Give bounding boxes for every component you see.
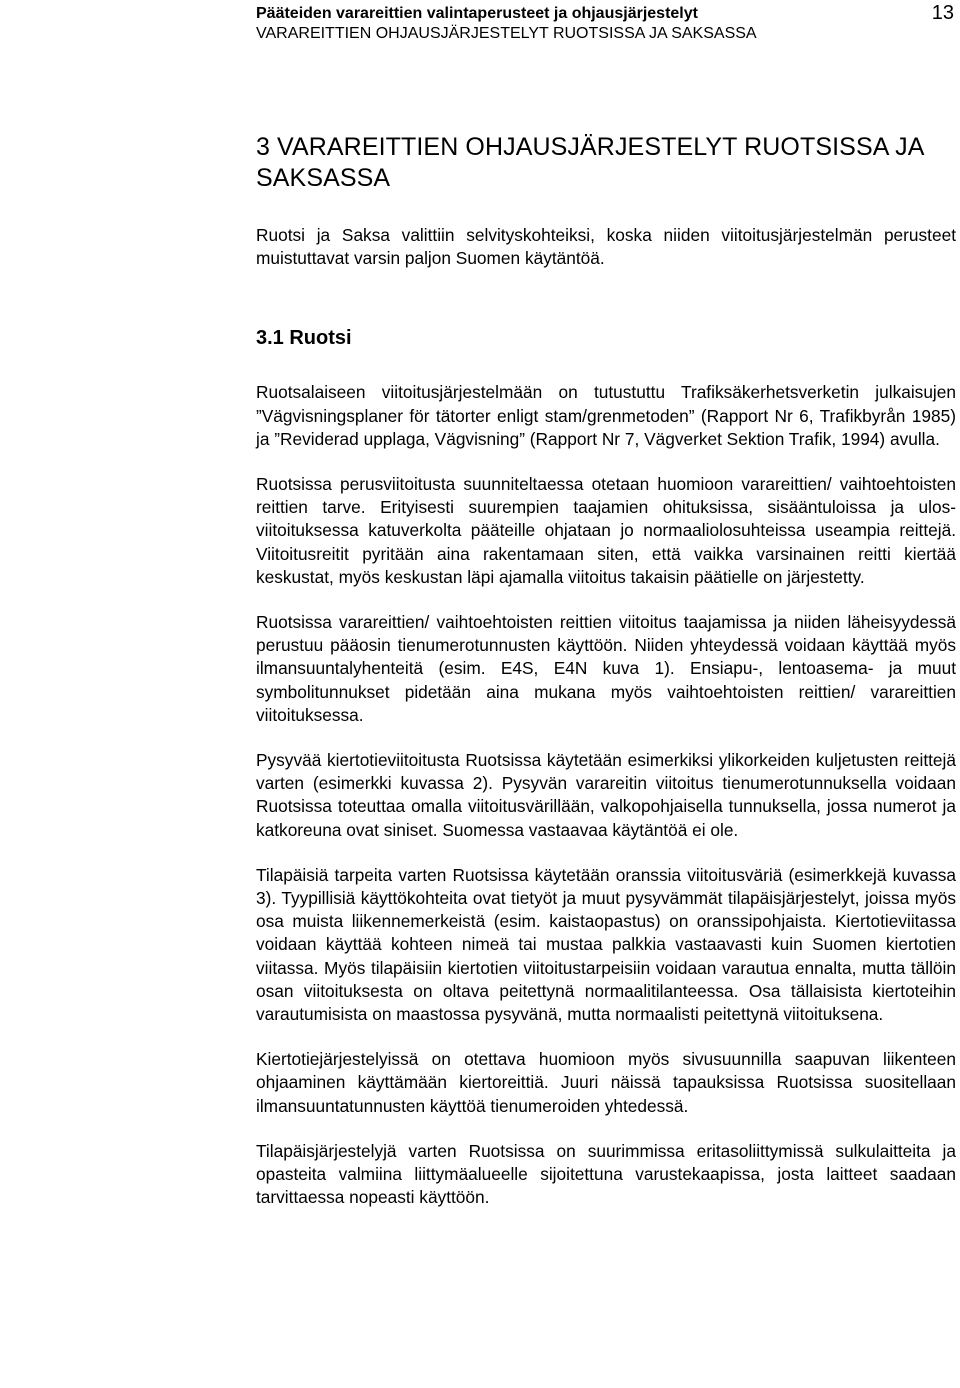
paragraph: Kiertotiejärjestelyissä on otettava huomioon myös sivusuunnilla saapuvan liikenteen ohjaaminen käyttämään kiertoreittiä. Juuri näissä tapauksissa Ruotsissa suositellaan ilmansuuntatunnusten käyttöä tienumeroiden yhtedessä. <box>256 1049 956 1116</box>
header-subtitle: VARAREITTIEN OHJAUSJÄRJESTELYT RUOTSISSA JA SAKSASSA <box>256 25 757 42</box>
running-header <box>256 4 956 44</box>
page-number: 13 <box>931 2 954 24</box>
section-heading: 3.1 Ruotsi <box>256 327 352 350</box>
paragraph: Tilapäisiä tarpeita varten Ruotsissa käytetään oranssia viitoitusväriä (esimerkkejä kuvassa 3). Tyypillisiä käyttökohteita ovat tietyöt ja muut pysyvämmät tilapäisjärjestelyt, joissa myös osa muista liikennemerkeistä (esim. kaistaopastus) on oranssipohjaista. Kiertotieviitassa voidaan käyttää kohteen nimeä tai mustaa palkkia vastaavasti kuin Suomen kiertotien viitassa. Myös tilapäisiin kiertotien viitoitustarpeisiin voidaan varautua ennalta, mutta tällöin osan viitoituksesta on oltava peitettynä normaalitilanteessa. Osa tällaisista kiertoteihin varautumisista on maastossa pysyvänä, mutta normaalisti peitettynä viitoituksena. <box>256 864 956 1025</box>
page-content <box>256 132 956 1232</box>
paragraph: Ruotsissa varareittien/ vaihtoehtoisten reittien viitoitus taajamissa ja niiden läheisyydessä perustuu pääosin tienumerotunnusten käyttöön. Niiden yhteydessä voidaan käyttää myös ilmansuuntalyhenteitä (esim. E4S, E4N kuva 1). Ensiapu-, lentoasema- ja muut symbolitunnukset pidetään aina mukana myös vaihtoehtoisten reittien/ varareittien viitoituksessa. <box>256 612 956 725</box>
header-title: Pääteiden varareittien valintaperusteet ja ohjausjärjestelyt <box>256 5 698 22</box>
paragraph: Ruotsalaiseen viitoitusjärjestelmään on tutustuttu Trafiksäkerhetsverketin julkaisujen ”Vägvisningsplaner för tätorter enligt stam/grenmetoden” (Rapport Nr 6, Trafikbyrån 1985) ja ”Reviderad upplaga, Vägvisning” (Rapport Nr 7, Vägverket Sektion Trafik, 1994) avulla. <box>256 382 956 449</box>
chapter-heading: 3 VARAREITTIEN OHJAUSJÄRJESTELYT RUOTSISSA JA SAKSASSA <box>256 133 924 192</box>
paragraph: Tilapäisjärjestelyjä varten Ruotsissa on suurimmissa eritasoliittymissä sulkulaitteita ja opasteita valmiina liittymäalueelle sijoitettuna varustekaapissa, josta laitteet saadaan tarvittaessa nopeasti käyttöön. <box>256 1140 956 1208</box>
paragraph: Pysyvää kiertotieviitoitusta Ruotsissa käytetään esimerkiksi ylikorkeiden kuljetusten reittejä varten (esimerkki kuvassa 2). Pysyvän varareitin viitoitus tienumerotunnuksella voidaan Ruotsissa toteuttaa omalla viitoitusvärillään, valkopohjaisella tunnuksella, jossa numerot ja katkoreuna ovat siniset. Suomessa vastaavaa käytäntöä ei ole. <box>256 750 956 840</box>
paragraph: Ruotsissa perusviitoitusta suunniteltaessa otetaan huomioon varareittien/ vaihtoehtoisten reittien tarve. Erityisesti suurempien taajamien ohituksissa, sisääntuloissa ja ulos-viitoituksessa katuverkolta pääteille ohjataan jo normaaliolosuhteissa useampia reittejä. Viitoitusreitit pyritään aina rakentamaan siten, että vaikka varsinainen reitti kiertää keskustat, myös keskustan läpi ajamalla viitoitus takaisin päätielle on järjestetty. <box>256 474 956 587</box>
chapter-intro: Ruotsi ja Saksa valittiin selvityskohteiksi, koska niiden viitoitusjärjestelmän perusteet muistuttavat varsin paljon Suomen käytäntöä. <box>256 225 956 269</box>
